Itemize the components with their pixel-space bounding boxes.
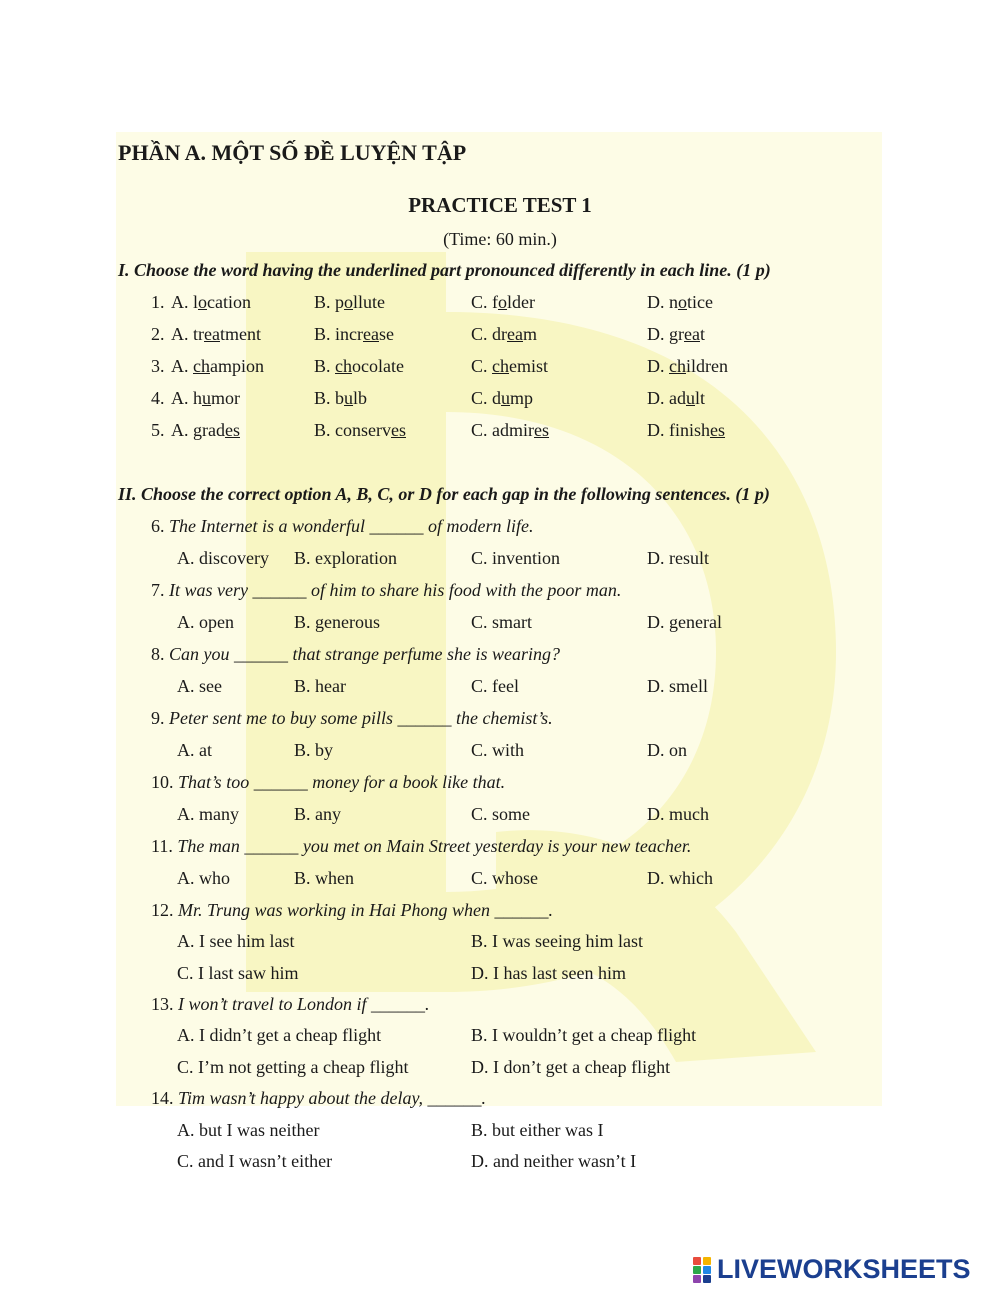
word-part: m xyxy=(523,324,538,344)
answer-option[interactable]: D. I has last seen him xyxy=(471,963,626,983)
liveworksheets-logo xyxy=(693,1254,971,1284)
answer-option[interactable]: B. when xyxy=(294,868,354,888)
option-letter: C. xyxy=(471,292,488,312)
underlined-part: ch xyxy=(335,356,353,376)
question-text: The man ______ you met on Main Street yesterday is your new teacher. xyxy=(177,836,692,856)
underlined-part: o xyxy=(498,292,508,312)
answer-option[interactable]: A. see xyxy=(177,676,222,696)
answer-option[interactable]: C. smart xyxy=(471,612,532,632)
answer-option[interactable] xyxy=(171,355,264,377)
question-number: 4. xyxy=(151,388,165,408)
question-stem xyxy=(151,643,560,665)
answer-option[interactable]: A. many xyxy=(177,804,239,824)
question-stem xyxy=(151,771,505,793)
question-stem xyxy=(151,707,553,729)
word-part: ad xyxy=(669,388,686,408)
question-number: 13. xyxy=(151,994,174,1014)
answer-option[interactable]: A. at xyxy=(177,740,212,760)
word-part: mor xyxy=(211,388,240,408)
underlined-part: u xyxy=(202,388,211,408)
underlined-part: es xyxy=(710,420,726,440)
option-letter: D. xyxy=(647,420,665,440)
underlined-part: u xyxy=(344,388,354,408)
answer-option[interactable] xyxy=(647,355,728,377)
word-part: tice xyxy=(687,292,713,312)
underlined-part: u xyxy=(686,388,695,408)
question-text: Can you ______ that strange perfume she is wearing? xyxy=(169,644,560,664)
word-part: emist xyxy=(509,356,549,376)
question-number: 11. xyxy=(151,836,173,856)
answer-option[interactable] xyxy=(314,387,367,409)
answer-option[interactable] xyxy=(314,291,385,313)
section-2-heading: II. Choose the correct option A, B, C, or D for each gap in the following sentences. (1 p) xyxy=(118,484,770,504)
question-stem xyxy=(151,579,621,601)
answer-option[interactable] xyxy=(471,355,548,377)
underlined-part: ea xyxy=(684,324,700,344)
question-number: 7. xyxy=(151,580,165,600)
answer-option[interactable] xyxy=(471,387,533,409)
word-part: conserv xyxy=(335,420,391,440)
word-part: incr xyxy=(335,324,363,344)
answer-option[interactable]: D. smell xyxy=(647,676,708,696)
option-letter: C. xyxy=(471,420,488,440)
question-number: 8. xyxy=(151,644,165,664)
answer-option[interactable]: B. I wouldn’t get a cheap flight xyxy=(471,1025,697,1045)
question-stem xyxy=(151,899,553,921)
question-text: That’s too ______ money for a book like that. xyxy=(178,772,506,792)
underlined-part: o xyxy=(678,292,687,312)
answer-option[interactable] xyxy=(314,323,394,345)
answer-option[interactable]: C. invention xyxy=(471,548,560,568)
answer-option[interactable]: C. I last saw him xyxy=(177,963,299,983)
underlined-part: o xyxy=(344,292,354,312)
option-letter: B. xyxy=(314,324,331,344)
option-letter: C. xyxy=(471,324,488,344)
liveworksheets-mark-icon xyxy=(693,1257,713,1281)
answer-option[interactable]: C. I’m not getting a cheap flight xyxy=(177,1057,409,1077)
option-letter: B. xyxy=(314,388,331,408)
answer-option[interactable]: D. on xyxy=(647,740,687,760)
answer-option[interactable]: C. whose xyxy=(471,868,538,888)
word-part: f xyxy=(492,292,499,312)
question-number: 10. xyxy=(151,772,174,792)
answer-option[interactable]: A. discovery xyxy=(177,548,269,568)
option-letter: D. xyxy=(647,356,665,376)
word-part: h xyxy=(193,388,202,408)
word-part: d xyxy=(492,388,502,408)
option-letter: B. xyxy=(314,420,331,440)
answer-option[interactable] xyxy=(471,291,535,313)
answer-option[interactable] xyxy=(314,419,406,441)
underlined-part: ea xyxy=(204,324,220,344)
answer-option[interactable] xyxy=(471,323,537,345)
underlined-part: ch xyxy=(669,356,686,376)
liveworksheets-logo-text: LIVEWORKSHEETS xyxy=(717,1254,971,1284)
test-time: (Time: 60 min.) xyxy=(443,229,557,249)
answer-option[interactable]: D. I don’t get a cheap flight xyxy=(471,1057,671,1077)
answer-option[interactable]: B. by xyxy=(294,740,334,760)
answer-option[interactable]: D. result xyxy=(647,548,709,568)
word-part: p xyxy=(335,292,345,312)
answer-option[interactable]: C. and I wasn’t either xyxy=(177,1151,333,1171)
option-letter: A. xyxy=(171,420,189,440)
underlined-part: ea xyxy=(507,324,523,344)
answer-option[interactable]: B. exploration xyxy=(294,548,397,568)
word-part: lder xyxy=(507,292,535,312)
answer-option[interactable]: D. general xyxy=(647,612,722,632)
question-number: 9. xyxy=(151,708,165,728)
option-letter: D. xyxy=(647,324,665,344)
option-letter: C. xyxy=(471,356,488,376)
option-letter: A. xyxy=(171,388,189,408)
answer-option[interactable]: C. some xyxy=(471,804,531,824)
word-part: lt xyxy=(695,388,706,408)
answer-option[interactable]: B. hear xyxy=(294,676,346,696)
answer-option[interactable] xyxy=(171,323,261,345)
question-number: 5. xyxy=(151,420,165,440)
word-part: llute xyxy=(353,292,386,312)
answer-option[interactable]: D. much xyxy=(647,804,709,824)
word-part: tment xyxy=(219,324,261,344)
question-number: 6. xyxy=(151,516,165,536)
option-letter: D. xyxy=(647,388,665,408)
section-1-heading: I. Choose the word having the underlined part pronounced differently in each line. (1 p) xyxy=(118,260,771,280)
question-text: It was very ______ of him to share his food with the poor man. xyxy=(169,580,622,600)
answer-option[interactable]: A. I see him last xyxy=(177,931,295,951)
question-number: 1. xyxy=(151,292,165,312)
answer-option[interactable]: A. but I was neither xyxy=(177,1120,320,1140)
word-part: ampion xyxy=(210,356,264,376)
word-part: tr xyxy=(193,324,204,344)
option-letter: D. xyxy=(647,292,665,312)
question-stem xyxy=(151,993,430,1015)
word-part: grad xyxy=(193,420,225,440)
question-number: 14. xyxy=(151,1088,174,1108)
answer-option[interactable]: C. with xyxy=(471,740,525,760)
question-number: 12. xyxy=(151,900,174,920)
answer-option[interactable] xyxy=(647,387,705,409)
answer-option[interactable]: B. I was seeing him last xyxy=(471,931,643,951)
word-part: gr xyxy=(669,324,684,344)
answer-option[interactable] xyxy=(647,419,725,441)
option-letter: C. xyxy=(471,388,488,408)
question-number: 3. xyxy=(151,356,165,376)
test-title: PRACTICE TEST 1 xyxy=(408,193,592,217)
underlined-part: ch xyxy=(193,356,210,376)
option-letter: A. xyxy=(171,324,189,344)
part-title: PHẦN A. MỘT SỐ ĐỀ LUYỆN TẬP xyxy=(118,140,467,165)
answer-option[interactable]: A. open xyxy=(177,612,234,632)
option-letter: B. xyxy=(314,292,331,312)
question-text: Mr. Trung was working in Hai Phong when ______. xyxy=(178,900,554,920)
question-number: 2. xyxy=(151,324,165,344)
question-stem xyxy=(151,835,691,857)
option-letter: B. xyxy=(314,356,331,376)
answer-option[interactable]: A. I didn’t get a cheap flight xyxy=(177,1025,382,1045)
answer-option[interactable] xyxy=(471,419,549,441)
answer-option[interactable]: D. which xyxy=(647,868,713,888)
answer-option[interactable] xyxy=(647,291,713,313)
word-part: cation xyxy=(207,292,251,312)
underlined-part: ea xyxy=(363,324,379,344)
underlined-part: o xyxy=(198,292,208,312)
word-part: mp xyxy=(510,388,534,408)
answer-option[interactable] xyxy=(314,355,404,377)
question-stem xyxy=(151,515,533,537)
answer-option[interactable] xyxy=(171,419,240,441)
underlined-part: ch xyxy=(492,356,510,376)
word-part: lb xyxy=(353,388,368,408)
answer-option[interactable] xyxy=(171,291,251,313)
word-part: ildren xyxy=(686,356,728,376)
option-letter: A. xyxy=(171,356,189,376)
word-part: ocolate xyxy=(352,356,404,376)
word-part: finish xyxy=(669,420,711,440)
answer-option[interactable] xyxy=(647,323,705,345)
underlined-part: es xyxy=(534,420,550,440)
underlined-part: u xyxy=(501,388,511,408)
answer-option[interactable] xyxy=(171,387,240,409)
word-part: dr xyxy=(492,324,508,344)
underlined-part: es xyxy=(391,420,406,440)
answer-option[interactable]: B. any xyxy=(294,804,341,824)
answer-option[interactable]: B. generous xyxy=(294,612,380,632)
word-part: t xyxy=(699,324,705,344)
answer-option[interactable]: B. but either was I xyxy=(471,1120,604,1140)
answer-option[interactable]: D. and neither wasn’t I xyxy=(471,1151,637,1171)
word-part: admir xyxy=(492,420,535,440)
word-part: n xyxy=(669,292,678,312)
word-part: b xyxy=(335,388,345,408)
answer-option[interactable]: C. feel xyxy=(471,676,519,696)
option-letter: A. xyxy=(171,292,189,312)
question-text: I won’t travel to London if ______. xyxy=(178,994,430,1014)
question-text: The Internet is a wonderful ______ of modern life. xyxy=(169,516,534,536)
word-part: se xyxy=(378,324,394,344)
question-stem xyxy=(151,1087,486,1109)
question-text: Peter sent me to buy some pills ______ the chemist’s. xyxy=(169,708,553,728)
word-part: l xyxy=(193,292,199,312)
underlined-part: es xyxy=(224,420,240,440)
answer-option[interactable]: A. who xyxy=(177,868,230,888)
question-text: Tim wasn’t happy about the delay, ______. xyxy=(178,1088,486,1108)
